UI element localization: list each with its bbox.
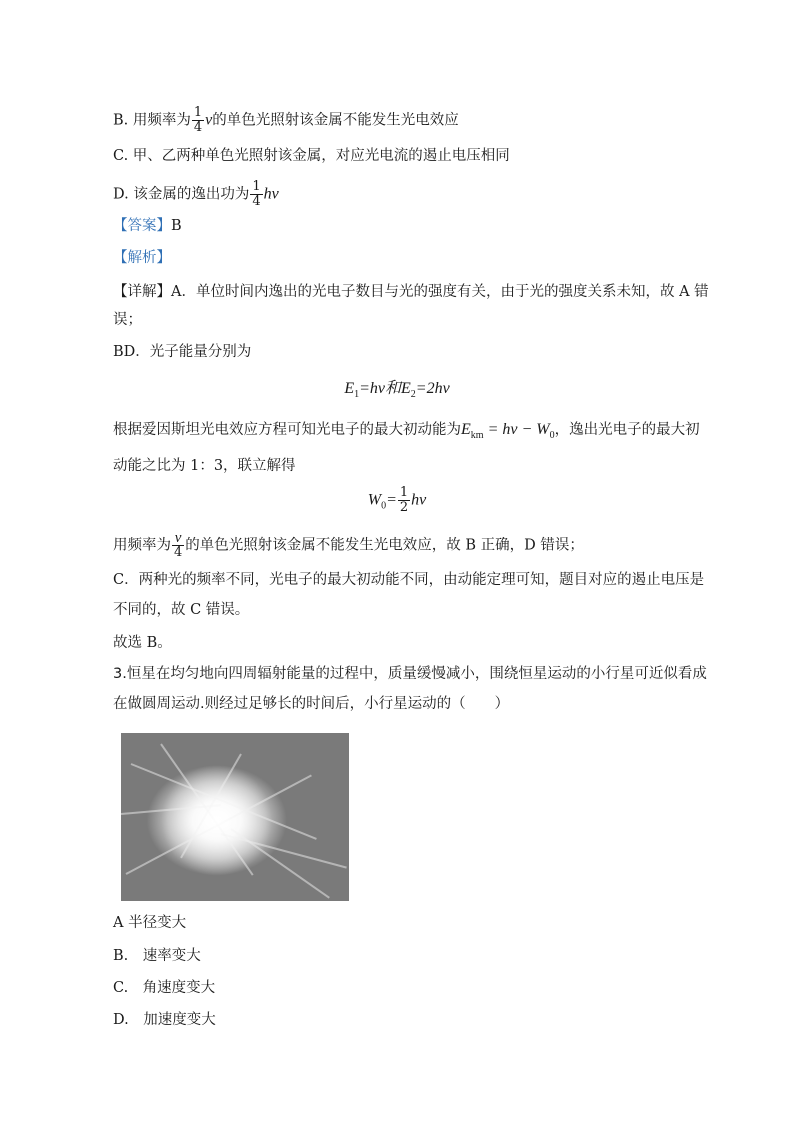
answer-value: B <box>171 218 182 234</box>
option-c-prev: C. 甲、乙两种单色光照射该金属，对应光电流的遏止电压相同 <box>113 148 510 164</box>
detail-tag: 【详解】 <box>113 284 171 300</box>
analysis-line-7: C．两种光的频率不同，光电子的最大初动能不同，由动能定理可知，题目对应的遏止电压是 <box>113 572 705 588</box>
analysis-line-5: 动能之比为 1：3，联立解得 <box>113 458 296 474</box>
fraction: $\frac{\nu}{4}$ <box>174 530 183 560</box>
analysis-line-9: 故选 B。 <box>113 635 172 651</box>
equation-work-function: $W_0=$ $\frac{1}{2}$ hν <box>367 485 427 515</box>
analysis-line-1: 【详解】A．单位时间内逸出的光电子数目与光的强度有关，由于光的强度关系未知，故 A 错 <box>113 284 709 300</box>
question-3-line-1: 3.恒星在均匀地向四周辐射能量的过程中，质量缓慢减小，围绕恒星运动的小行星可近似看成 <box>113 666 707 682</box>
star-image <box>121 733 349 901</box>
analysis-tag: 【解析】 <box>113 250 171 266</box>
analysis-line-3: BD．光子能量分别为 <box>113 344 252 360</box>
option-c: C. 角速度变大 <box>113 980 216 996</box>
option-d-prev: D. 该金属的逸出功为 $\frac{1}{4}$ hν <box>113 179 279 209</box>
option-d: D. 加速度变大 <box>113 1012 216 1028</box>
analysis-line-4: 根据爱因斯坦光电效应方程可知光电子的最大初动能为$E_{km} = h\nu - W_0$，逸出光电子的最大初 <box>113 421 700 441</box>
answer-line <box>113 216 182 236</box>
fraction: $\frac{1}{2}$ <box>399 485 409 515</box>
fraction: $\frac{1}{4}$ <box>252 179 261 209</box>
question-3-line-2: 在做圆周运动.则经过足够长的时间后，小行星运动的（ ） <box>113 696 510 712</box>
analysis-line-8: 不同的，故 C 错误。 <box>113 602 250 618</box>
equation-photon-energies: $E_1=h\nu$和$E_2=2h\nu$ <box>344 380 450 400</box>
answer-tag: 【答案】 <box>113 218 171 234</box>
option-b: B. 速率变大 <box>113 948 201 964</box>
fraction: $\frac{1}{4}$ <box>193 105 203 135</box>
option-b-prev: B. 用频率为 $\frac{1}{4}$ ν的单色光照射该金属不能发生光电效应 <box>113 105 459 135</box>
analysis-line-6: 用频率为 $\frac{\nu}{4}$ 的单色光照射该金属不能发生光电效应，故 B 正确，D 错误； <box>113 530 584 560</box>
analysis-line-2: 误； <box>113 312 142 328</box>
option-a: A 半径变大 <box>113 915 187 931</box>
